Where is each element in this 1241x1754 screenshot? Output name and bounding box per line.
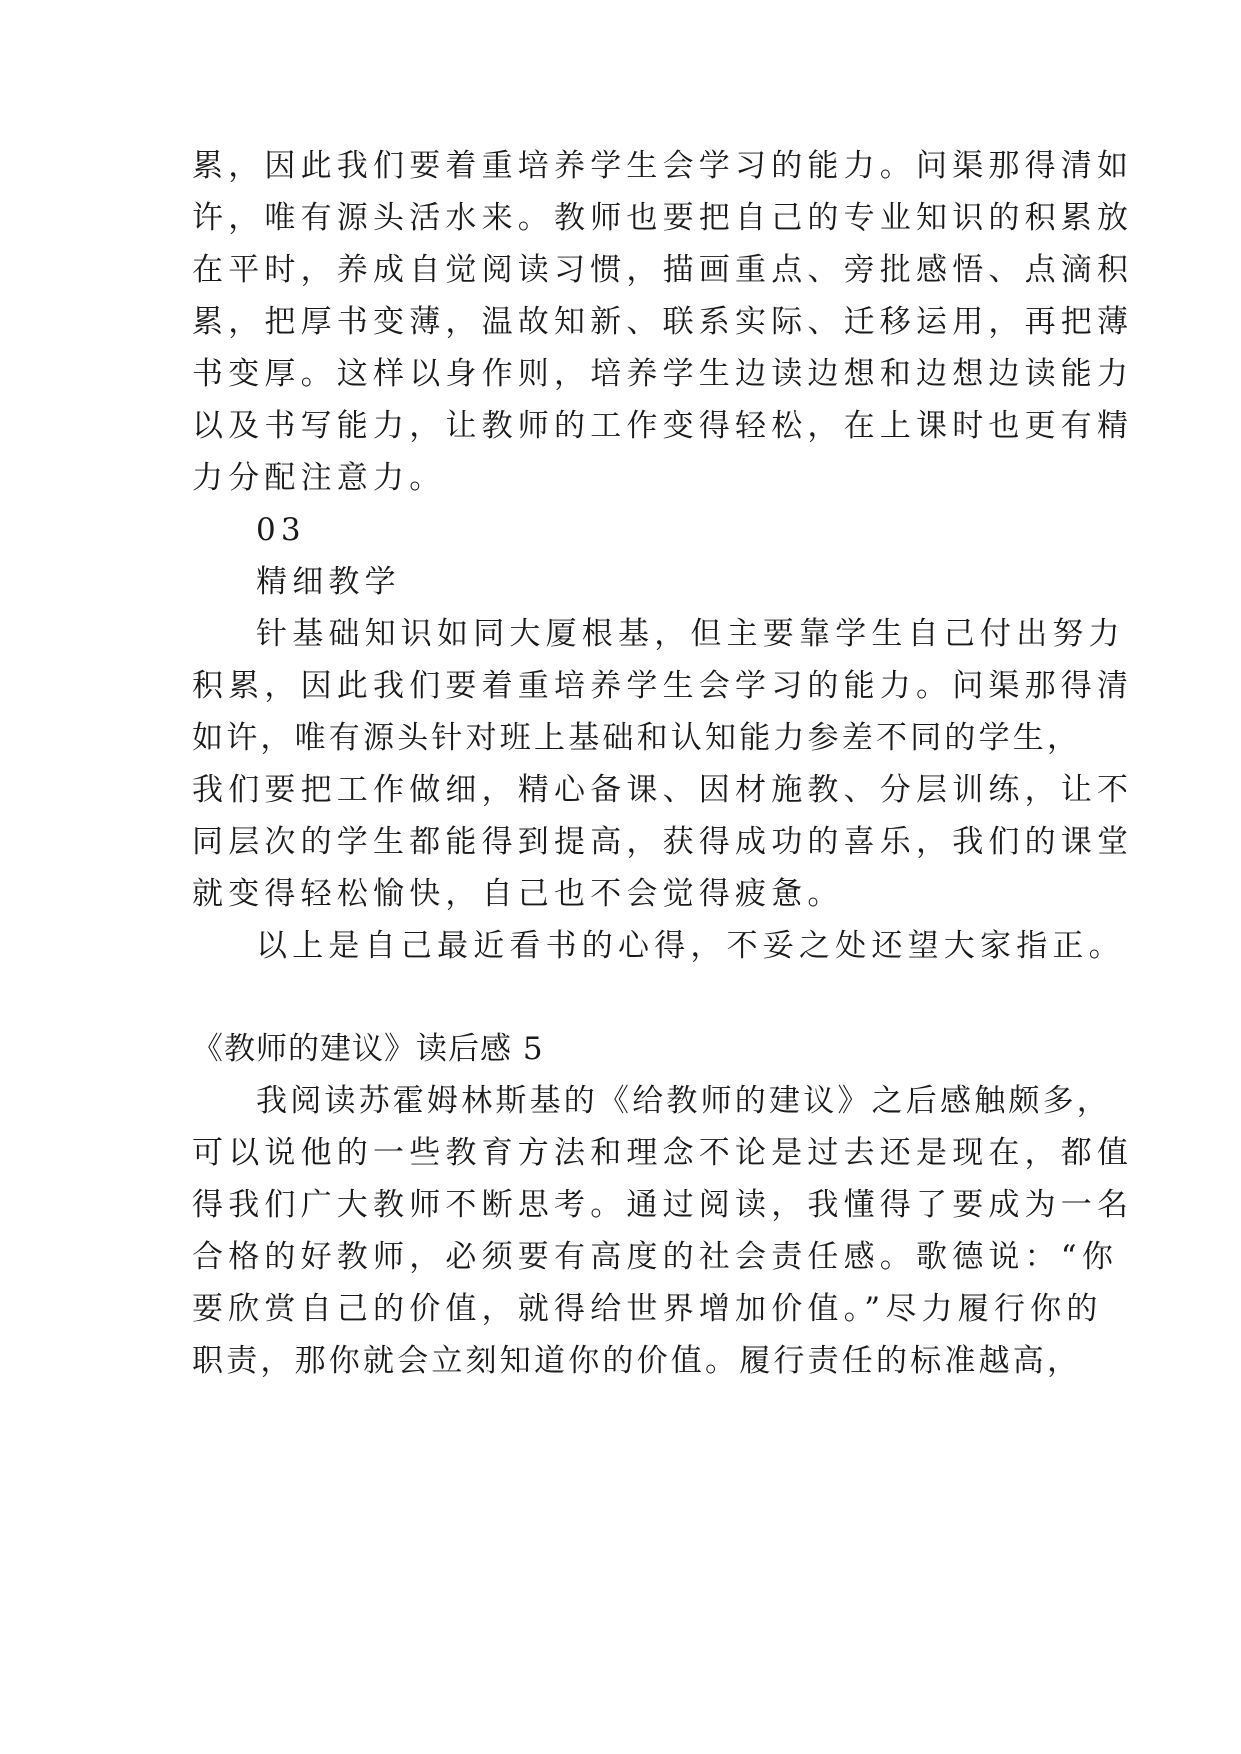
section-number: 03	[256, 512, 306, 548]
paragraph-line: 在平时，养成自觉阅读习惯，描画重点、旁批感悟、点滴积	[192, 252, 1134, 288]
paragraph-line: 合格的好教师，必须要有高度的社会责任感。歌德说：“你	[192, 1239, 1119, 1275]
paragraph-line: 如许，唯有源头针对班上基础和认知能力参差不同的学生，	[192, 720, 1082, 756]
paragraph-line: 职责，那你就会立刻知道你的价值。履行责任的标准越高，	[192, 1343, 1082, 1379]
paragraph-line: 力分配注意力。	[192, 460, 446, 496]
paragraph-line: 就变得轻松愉快，自己也不会觉得疲惫。	[192, 876, 844, 912]
paragraph-line: 我阅读苏霍姆林斯基的《给教师的建议》之后感触颇多，	[256, 1083, 1111, 1119]
paragraph-line: 得我们广大教师不断思考。通过阅读，我懂得了要成为一名	[192, 1187, 1134, 1223]
paragraph-line: 要欣赏自己的价值，就得给世界增加价值。”尽力履行你的	[192, 1291, 1103, 1327]
paragraph-line: 以上是自己最近看书的心得，不妥之处还望大家指正。	[256, 928, 1125, 964]
paragraph-line: 许，唯有源头活水来。教师也要把自己的专业知识的积累放	[192, 200, 1134, 236]
paragraph-line: 累，把厚书变薄，温故知新、联系实际、迁移运用，再把薄	[192, 304, 1134, 340]
paragraph-line: 书变厚。这样以身作则，培养学生边读边想和边想边读能力	[192, 356, 1134, 392]
article-title: 《教师的建议》读后感 5	[192, 1031, 544, 1067]
paragraph-line: 积累，因此我们要着重培养学生会学习的能力。问渠那得清	[192, 668, 1134, 704]
paragraph-line: 以及书写能力，让教师的工作变得轻松，在上课时也更有精	[192, 408, 1134, 444]
paragraph-line: 同层次的学生都能得到提高，获得成功的喜乐，我们的课堂	[192, 824, 1134, 860]
paragraph-line: 累，因此我们要着重培养学生会学习的能力。问渠那得清如	[192, 148, 1134, 184]
paragraph-line: 针基础知识如同大厦根基，但主要靠学生自己付出努力	[256, 616, 1125, 652]
section-heading: 精细教学	[256, 564, 401, 600]
paragraph-line: 我们要把工作做细，精心备课、因材施教、分层训练，让不	[192, 772, 1134, 808]
paragraph-line: 可以说他的一些教育方法和理念不论是过去还是现在，都值	[192, 1135, 1134, 1171]
